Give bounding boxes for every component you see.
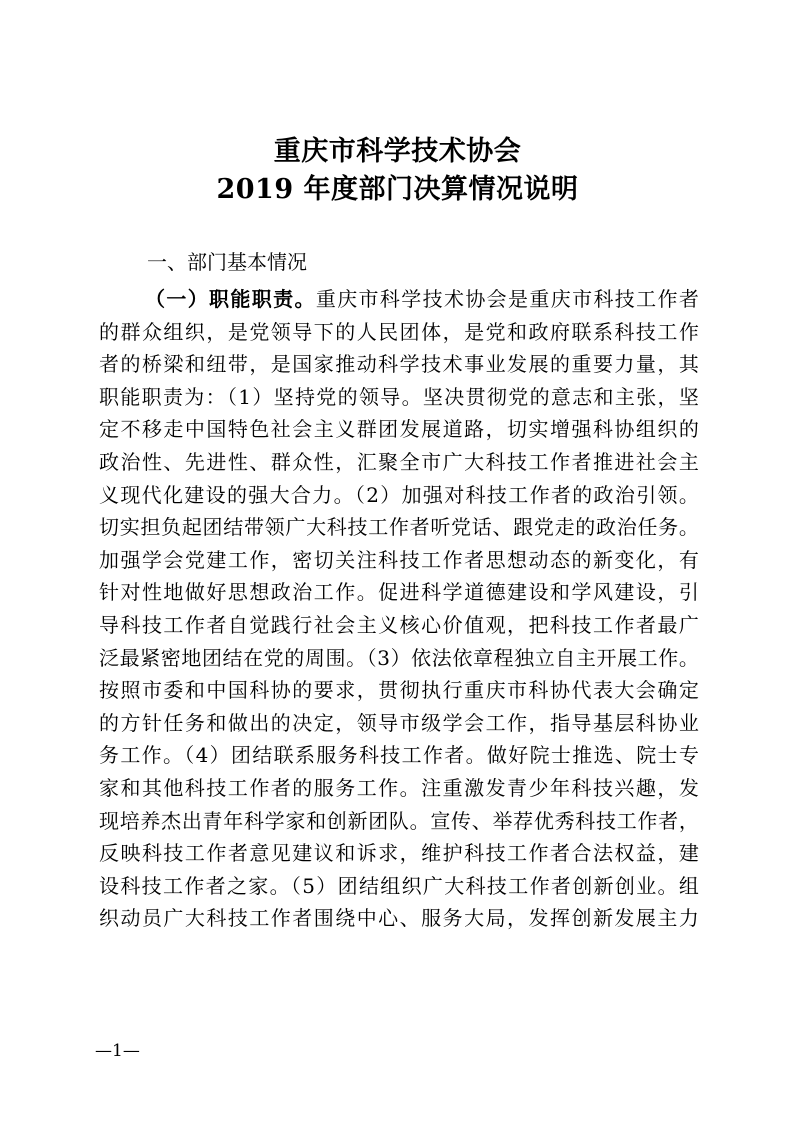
page-number: —1— xyxy=(95,1041,140,1061)
paragraph-line: 政治性、先进性、群众性，汇聚全市广大科技工作者推进社会主 xyxy=(99,449,699,474)
paragraph-lead: （一）职能职责。 xyxy=(145,287,316,311)
paragraph-line: 反映科技工作者意见建议和诉求，维护科技工作者合法权益，建 xyxy=(99,841,699,866)
paragraph-line: 者的桥梁和纽带，是国家推动科学技术事业发展的重要力量，其 xyxy=(99,352,699,377)
paragraph-line: 定不移走中国特色社会主义群团发展道路，切实增强科协组织的 xyxy=(99,417,699,442)
paragraph-line xyxy=(99,283,699,316)
paragraph-line: 设科技工作者之家。（5）团结组织广大科技工作者创新创业。组 xyxy=(99,873,699,898)
title-line-organization: 重庆市科学技术协会 xyxy=(273,136,522,167)
paragraph-line: 加强学会党建工作，密切关注科技工作者思想动态的新变化，有 xyxy=(99,547,699,572)
paragraph-line: 按照市委和中国科协的要求，贯彻执行重庆市科协代表大会确定 xyxy=(99,678,699,703)
paragraph-line: 切实担负起团结带领广大科技工作者听党话、跟党走的政治任务。 xyxy=(99,515,699,540)
title-line-report: 2019 年度部门决算情况说明 xyxy=(216,174,579,205)
paragraph-line: 泛最紧密地团结在党的周围。（3）依法依章程独立自主开展工作。 xyxy=(99,645,699,670)
paragraph-line: 导科技工作者自觉践行社会主义核心价值观，把科技工作者最广 xyxy=(99,612,699,637)
paragraph-line: 职能职责为：（1）坚持党的领导。坚决贯彻党的意志和主张，坚 xyxy=(99,384,699,409)
paragraph-line-text: 重庆市科学技术协会是重庆市科技工作者 xyxy=(315,287,700,311)
section-heading: 一、部门基本情况 xyxy=(147,250,307,274)
paragraph-line: 家和其他科技工作者的服务工作。注重激发青少年科技兴趣，发 xyxy=(99,775,699,800)
body-paragraph xyxy=(99,283,699,935)
paragraph-line: 针对性地做好思想政治工作。促进科学道德建设和学风建设，引 xyxy=(99,580,699,605)
paragraph-line: 的群众组织，是党领导下的人民团体，是党和政府联系科技工作 xyxy=(99,319,699,344)
paragraph-line: 义现代化建设的强大合力。（2）加强对科技工作者的政治引领。 xyxy=(99,482,699,507)
paragraph-line: 务工作。（4）团结联系服务科技工作者。做好院士推选、院士专 xyxy=(99,743,699,768)
paragraph-line: 现培养杰出青年科学家和创新团队。宣传、举荐优秀科技工作者， xyxy=(99,808,699,833)
document-title xyxy=(0,133,795,209)
paragraph-line: 的方针任务和做出的决定，领导市级学会工作，指导基层科协业 xyxy=(99,710,699,735)
paragraph-line: 织动员广大科技工作者围绕中心、服务大局，发挥创新发展主力 xyxy=(99,906,699,931)
